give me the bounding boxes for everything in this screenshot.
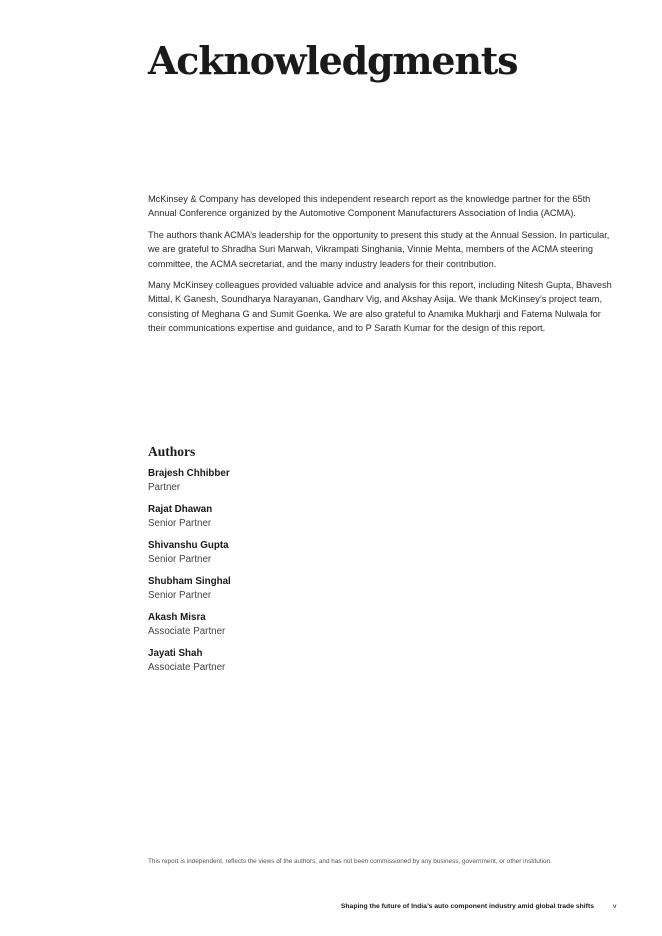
author-entry (148, 647, 448, 683)
page-number: v (613, 903, 617, 910)
author-name: Brajesh Chhibber (148, 468, 230, 479)
footer-report-title: Shaping the future of India’s auto component industry amid global trade shifts (340, 903, 594, 910)
author-role: Senior Partner (148, 590, 212, 601)
author-entry (148, 503, 448, 539)
disclaimer-note: This report is independent, reflects the views of the authors, and has not been commissioned by any business, government, or other institution. (148, 858, 552, 865)
author-name: Rajat Dhawan (148, 504, 213, 515)
author-entry (148, 467, 448, 503)
author-role: Senior Partner (148, 554, 212, 565)
intro-paragraph: Many McKinsey colleagues provided valuable advice and analysis for this report, including Nitesh Gupta, Bhavesh Mittal, K Ganesh, Soundharya Narayanan, Gandharv Vig, and Akshay Asija. We thank McKinsey’s project team, consisting of Meghana G and Sumit Goenka. We are also grateful to Anamika Mukharji and Fatema Nulwala for their communications expertise and guidance, and to P Sarath Kumar for the design of this report. (148, 280, 612, 334)
author-name: Jayati Shah (148, 648, 203, 659)
author-entry (148, 611, 448, 647)
author-role: Associate Partner (148, 626, 226, 637)
author-role: Partner (148, 482, 181, 493)
author-name: Shubham Singhal (148, 576, 231, 587)
intro-paragraph: McKinsey & Company has developed this independent research report as the knowledge partner for the 65th Annual Conference organized by the Automotive Component Manufacturers Association of India (ACMA). (148, 194, 591, 219)
author-entry (148, 575, 448, 611)
author-list (148, 467, 448, 683)
author-role: Associate Partner (148, 662, 226, 673)
author-entry (148, 539, 448, 575)
intro-text (148, 192, 616, 343)
authors-heading: Authors (148, 444, 196, 459)
intro-paragraph: The authors thank ACMA’s leadership for the opportunity to present this study at the Annual Session. In particular, we are grateful to Shradha Suri Marwah, Vikrampati Singhania, Vinnie Mehta, members of the ACMA steering committee, the ACMA secretariat, and the many industry leaders for their contribution. (148, 229, 610, 269)
author-role: Senior Partner (148, 518, 212, 529)
author-name: Shivanshu Gupta (148, 540, 229, 551)
page-title: Acknowledgments (148, 38, 518, 83)
author-name: Akash Misra (148, 612, 206, 623)
